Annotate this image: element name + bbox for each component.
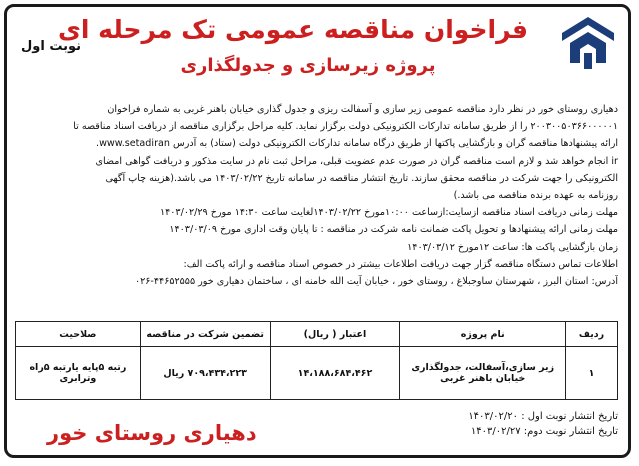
column-header-budget: اعتبار ( ریال) [270,322,400,347]
opening-time-line: زمان بازگشایی پاکت ها: ساعت ۱۲مورخ ۱۴۰۳/۰۳/۱۲ [407,241,618,253]
doc-deadline-line: مهلت زمانی دریافت اسناد مناقصه ازسایت:ازساعت ۱۰:۰۰مورخ ۱۴۰۳/۰۲/۲۲لغایت ساعت ۱۴:۳۰ مورخ ۱۴۰۳/۰۲/۲۹ [159,207,618,219]
second-publication-date: تاریخ انتشار نوبت دوم: ۱۴۰۳/۰۲/۲۷ [470,426,618,437]
cell-budget: ۱۴،۱۸۸،۶۸۴،۴۶۲ [270,347,400,400]
body-line: الکترونیکی را جهت شرکت در مناقصه محقق سازند. تاریخ انتشار مناقصه در سامانه تاریخ ۱۴۰۳/۰۲/۲۲ می باشد.(هزینه چاپ آگهی [105,172,618,184]
contact-info-line: اطلاعات تماس دستگاه مناقصه گزار جهت دریافت اطلاعات بیشتر در خصوص اسناد مناقصه و ارائه پاکت الف: [183,258,618,270]
column-header-qualification: صلاحیت [16,322,141,347]
column-header-row-number: ردیف [566,322,618,347]
cell-project-name: زیر سازی،آسفالت، جدولگذاری خیابان باهنر غربی [400,347,566,400]
column-header-guarantee: تضمین شرکت در مناقصه [140,322,270,347]
column-header-project-name: نام پروژه [400,322,566,347]
notice-title: فراخوان مناقصه عمومی تک مرحله ای [57,15,528,44]
body-line: دهیاری روستای خور در نظر دارد مناقصه عمومی زیر سازی و آسفالت ریزی و جدول گذاری خیابان باهنر غربی به شماره فراخوان [107,104,618,115]
body-line: ارائه پیشنهادها مناقصه گران و بازگشایی پاکتها از طریق درگاه سامانه تدارکات الکترونیکی دولت (ستاد) به آدرس www.setadiran. [96,138,618,150]
notice-frame [4,4,631,458]
project-subtitle: پروژه زیرسازی و جدولگذاری [180,55,436,76]
notice-body [15,101,618,290]
body-line: روزنامه به عهده برنده مناقصه می باشد.) [453,190,618,202]
issuer-name: دهیاری روستای خور [47,421,257,445]
table-header-row [16,322,618,347]
body-line: ۲۰۰۳۰۰۵۰۳۶۶۰۰۰۰۰۱ را از طریق سامانه تدارکات الکترونیکی دولت برگزار نماید. کلیه مراحل برگزاری مناقصه از دریافت اسناد مناقصه تا [73,121,618,133]
address-line: آدرس: استان البرز ، شهرستان ساوجبلاغ ، روستای خور ، خیابان آیت الله خامنه ای ، ساختمان دهیاری خور ۴۴۶۵۲۵۵۵-۰۲۶ [134,276,618,288]
table-row [16,347,618,400]
publication-dates [468,409,618,439]
first-publication-date: تاریخ انتشار نوبت اول : ۱۴۰۳/۰۲/۲۰ [468,411,618,422]
cell-guarantee: ۷۰۹،۴۳۴،۲۲۳ ریال [140,347,270,400]
organization-logo-icon [556,13,620,73]
cell-qualification: رتبه ۵پایه یارتبه ۵راه وترابری [16,347,141,400]
round-label: نوبت اول [21,39,82,54]
cell-row-number: ۱ [566,347,618,400]
body-line: ir انجام خواهد شد و لازم است مناقصه گران در صورت عدم عضویت قبلی، مراحل ثبت نام در سایت مذکور و دریافت گواهی امضای [95,155,618,167]
project-table [15,321,618,400]
bid-deadline-line: مهلت زمانی ارائه پیشنهادها و تحویل پاکت ضمانت نامه شرکت در مناقصه : تا پایان وقت اداری مورخ ۱۴۰۳/۰۳/۰۹ [169,224,618,236]
